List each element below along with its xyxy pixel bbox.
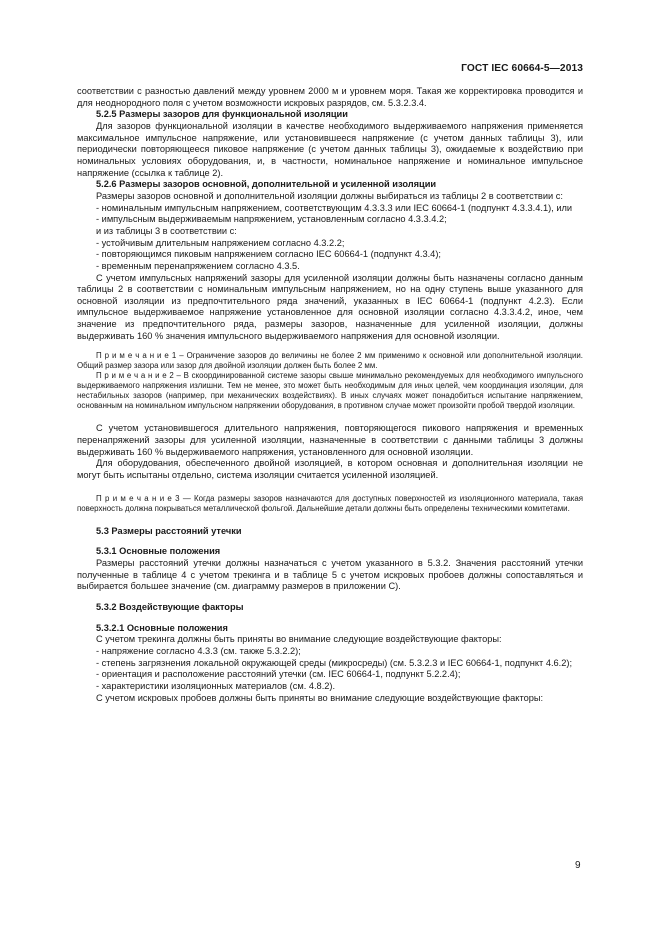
list-item: - степень загрязнения локальной окружающей среды (микросреды) (см. 5.3.2.3 и IEC 60664-1, подпункт 4.6.2); [96, 657, 573, 668]
heading-5-3-2-1: 5.3.2.1 Основные положения [96, 622, 228, 633]
note-2 [77, 371, 583, 411]
heading-5-3-1: 5.3.1 Основные положения [96, 546, 221, 557]
note-text: — Когда размеры зазоров назначаются для доступных поверхностей из изоляционного материала, такая поверхность должна покрываться металлической фольгой. Дальнейшие детали должны быть определены техническими комитетами. [77, 493, 583, 513]
note-label: П р и м е ч а н и е 3 [96, 493, 180, 503]
heading-5-2-5: 5.2.5 Размеры зазоров для функциональной изоляции [96, 109, 348, 120]
paragraph-double-insulation: Для оборудования, обеспеченного двойной изоляцией, в котором основная и дополнительная изоляции не могут быть испытаны отдельно, система изоляции считается усиленной изоляцией. [77, 458, 583, 481]
list-item: - напряжение согласно 4.3.3 (см. также 5.3.2.2); [96, 645, 301, 656]
heading-5-3-2: 5.3.2 Воздействующие факторы [96, 602, 244, 612]
paragraph-continuation: соответствии с разностью давлений между уровнем 2000 м и уровнем моря. Такая же корректировка проводится и для неоднородного поля с учетом возможности искровых разрядов, см. 5.3.2.3.4. [77, 86, 583, 108]
note-text: – Ограничение зазоров до величины не более 2 мм применимо к основной или дополнительной изоляции. Общий размер зазора или зазор для двойной изоляции должен быть более 2 мм. [77, 351, 583, 371]
page-number: 9 [575, 860, 581, 871]
document-header: ГОСТ IEC 60664-5—2013 [461, 63, 583, 74]
list-item: - импульсным выдерживаемым напряжением, установленным согласно 4.3.3.4.2; [96, 214, 447, 225]
list-item: и из таблицы 3 в соответствии с: [96, 225, 237, 236]
note-3 [77, 494, 583, 514]
paragraph-reinforced-steady: С учетом установившегося длительного напряжения, повторяющегося пикового напряжения и временных перенапряжений зазоры для усиленной изоляции, назначенные в соответствии с данными таблицы 3 должны выдерживать 160 % выдерживаемого напряжения, установленного для основной изоляции. [77, 423, 583, 457]
note-label: П р и м е ч а н и е 1 [96, 351, 177, 361]
heading-5-2-6: 5.2.6 Размеры зазоров основной, дополнительной и усиленной изоляции [96, 179, 437, 190]
document-body [77, 86, 583, 704]
list-item: - устойчивым длительным напряжением согласно 4.3.2.2; [96, 237, 345, 248]
paragraph-reinforced-impulse: С учетом импульсных напряжений зазоры для усиленной изоляции должны быть назначены согласно данным таблицы 2 в соответствии с номинальным импульсным напряжением, но на одну ступень выше указанного для основной изоляции из предпочтительного ряда значений, указанных в IEC 60664-1 (подпункт 4.2.3). Если импульсное выдерживаемое напряжение установленное для основной изоляции согласно 4.3.3.4.2, иное, чем значение из предпочтительного ряда, размеры зазоров, назначенные для усиленной изоляции, должны выдерживать 160 % значения импульсного выдерживаемого напряжения для основной изоляции. [77, 272, 583, 341]
paragraph-functional-insulation: Для зазоров функциональной изоляции в качестве необходимого выдерживаемого напряжения применяется максимальное импульсное напряжение, или установившееся напряжение (с учетом данных таблицы 3), или периодически повторяющееся пиковое напряжение (с учетом данных таблицы 3), ожидаемые к воздействию при номинальных условиях оборудования, и, в частности, номинальное напряжение и номинальное импульсное напряжение (ссылка к таблице 2). [77, 120, 583, 178]
list-item: - временным перенапряжением согласно 4.3.5. [96, 260, 300, 271]
heading-5-3: 5.3 Размеры расстояний утечки [96, 525, 242, 536]
note-text: – В скоординированной системе зазоры свыше минимально рекомендуемых для необходимого импульсного выдерживаемого напряжения излишни. Тем не менее, это может быть необходимым для иных целей, чем координация изоляции, для нестабильных зазоров (например, при механических воздействиях). В иных случаях может понадобиться испытание напряжением, основанным на номинальном импульсном напряжении оборудования, в противном случае может произойти пробой твердой изоляции. [77, 371, 583, 411]
list-item: - повторяющимся пиковым напряжением согласно IEC 60664-1 (подпункт 4.3.4); [96, 249, 441, 260]
paragraph-basic-supplementary: Размеры зазоров основной и дополнительной изоляции должны выбираться из таблицы 2 в соответствии с: [96, 190, 563, 201]
list-item: - номинальным импульсным напряжением, соответствующим 4.3.3.3 или IEC 60664-1 (подпункт 4.3.3.4.1), или [96, 202, 573, 213]
paragraph-creepage-basics: Размеры расстояний утечки должны назначаться с учетом указанного в 5.3.2. Значения расстояний утечки полученные в таблице 4 с учетом трекинга и в таблице 5 с учетом искровых пробоев должны сопоставляться и выбирается большее значение (см. диаграмму размеров в приложении С). [77, 558, 583, 592]
note-1 [77, 351, 583, 371]
paragraph-flashover-factors: С учетом искровых пробоев должны быть приняты во внимание следующие воздействующие факторы: [96, 692, 544, 703]
note-label: П р и м е ч а н и е 2 [96, 371, 174, 381]
list-item: - ориентация и расположение расстояний утечки (см. IEC 60664-1, подпункт 5.2.2.4); [96, 669, 461, 680]
paragraph-tracking-factors: С учетом трекинга должны быть приняты во внимание следующие воздействующие факторы: [96, 634, 502, 645]
list-item: - характеристики изоляционных материалов (см. 4.8.2). [96, 680, 336, 691]
